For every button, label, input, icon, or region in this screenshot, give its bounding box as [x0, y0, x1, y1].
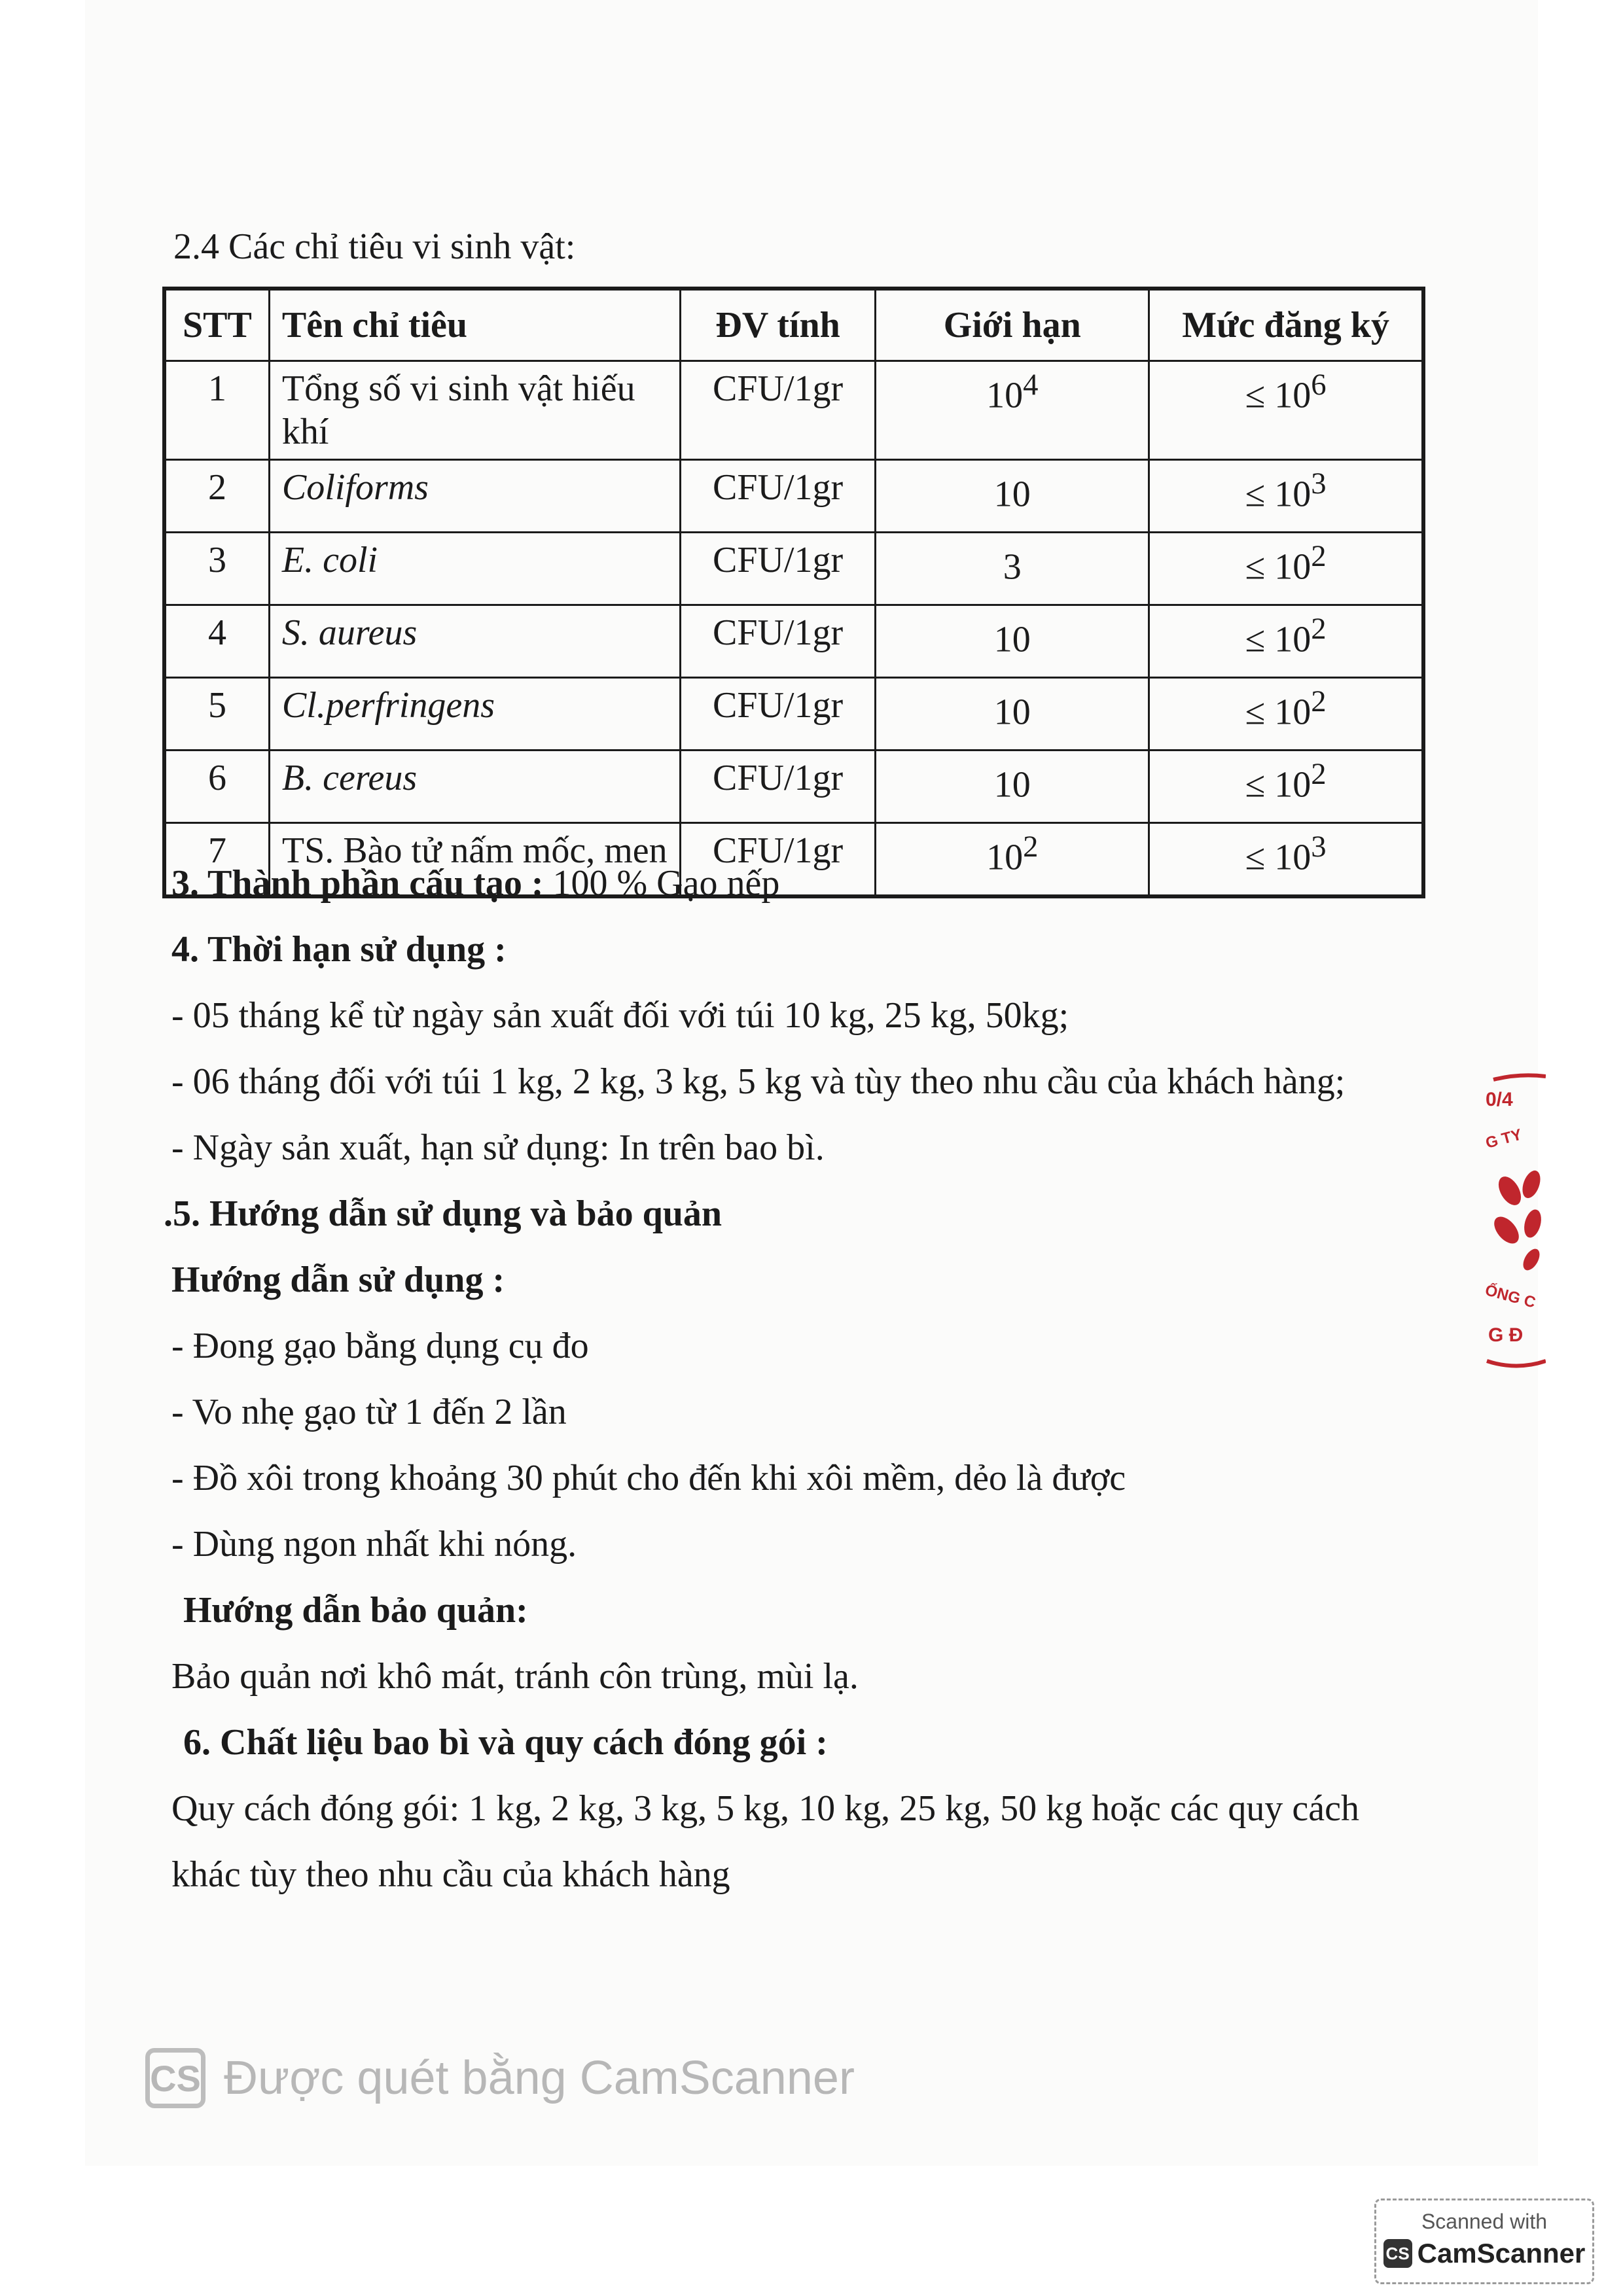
header-limit: Giới hạn	[876, 289, 1149, 361]
stamp-text: G TY	[1484, 1125, 1524, 1152]
microbiology-table	[162, 287, 1425, 898]
cell-registered: ≤ $10^2$	[1149, 678, 1423, 751]
cell-name: B. cereus	[269, 751, 680, 823]
cell-unit: CFU/1gr	[680, 751, 876, 823]
table-header-row	[164, 289, 1423, 361]
table-row	[164, 361, 1423, 460]
header-stt: STT	[164, 289, 269, 361]
camscanner-logo-icon: CS	[1383, 2239, 1412, 2268]
stamp-text: 0/4	[1486, 1089, 1513, 1110]
cell-unit: CFU/1gr	[680, 823, 876, 897]
cell-stt: 7	[164, 823, 269, 897]
cell-name: Coliforms	[269, 460, 680, 533]
watermark-text: Được quét bằng CamScanner	[224, 2052, 855, 2104]
usage-item: - Đong gạo bằng dụng cụ đo	[171, 1326, 589, 1366]
usage-title: Hướng dẫn sử dụng :	[171, 1260, 505, 1300]
cell-limit: 3	[876, 533, 1149, 605]
rice-grain-icon	[1520, 1246, 1543, 1273]
table-row	[164, 678, 1423, 751]
camscanner-watermark	[145, 2048, 855, 2108]
table-row	[164, 605, 1423, 678]
cell-unit: CFU/1gr	[680, 361, 876, 460]
storage-title: Hướng dẫn bảo quản:	[183, 1590, 528, 1631]
badge-caption: Scanned with	[1421, 2210, 1548, 2233]
packaging-line: Quy cách đóng gói: 1 kg, 2 kg, 3 kg, 5 kg, 10 kg, 25 kg, 50 kg hoặc các quy cách	[171, 1788, 1359, 1829]
composition-line	[171, 851, 1467, 917]
cell-unit: CFU/1gr	[680, 533, 876, 605]
rice-grain-icon	[1522, 1208, 1544, 1240]
rice-grain-icon	[1519, 1168, 1544, 1201]
cell-registered: ≤ $10^6$	[1149, 361, 1423, 460]
cell-stt: 3	[164, 533, 269, 605]
cell-unit: CFU/1gr	[680, 678, 876, 751]
cell-name: Cl.perfringens	[269, 678, 680, 751]
cell-registered: ≤ $10^3$	[1149, 823, 1423, 897]
usage-item: - Dùng ngon nhất khi nóng.	[171, 1524, 577, 1564]
shelf-life-item: - Ngày sản xuất, hạn sử dụng: In trên bao bì.	[171, 1127, 825, 1168]
cell-limit: 10	[876, 460, 1149, 533]
stamp-text: ỐNG C	[1483, 1281, 1538, 1312]
cell-name: TS. Bào tử nấm mốc, men	[269, 823, 680, 897]
shelf-life-item: - 06 tháng đối với túi 1 kg, 2 kg, 3 kg, 5 kg và tùy theo nhu cầu của khách hàng;	[171, 1061, 1346, 1102]
table-row	[164, 751, 1423, 823]
header-name: Tên chỉ tiêu	[269, 289, 680, 361]
badge-brand	[1376, 2238, 1592, 2269]
composition-value: 100 % Gạo nếp	[543, 863, 780, 904]
cell-limit: $10^2$	[876, 823, 1149, 897]
stamp-text: G Đ	[1488, 1324, 1524, 1346]
camscanner-logo-icon: CS	[145, 2048, 205, 2108]
cell-stt: 5	[164, 678, 269, 751]
cell-registered: ≤ $10^2$	[1149, 605, 1423, 678]
cell-registered: ≤ $10^2$	[1149, 533, 1423, 605]
section-2-4-title: 2.4 Các chỉ tiêu vi sinh vật:	[173, 226, 576, 267]
instructions-title: .5. Hướng dẫn sử dụng và bảo quản	[164, 1193, 722, 1234]
shelf-life-title: 4. Thời hạn sử dụng :	[171, 929, 507, 970]
header-registered: Mức đăng ký	[1149, 289, 1423, 361]
table-row	[164, 460, 1423, 533]
cell-registered: ≤ $10^2$	[1149, 751, 1423, 823]
cell-limit: $10^4$	[876, 361, 1149, 460]
badge-name: CamScanner	[1417, 2238, 1586, 2269]
rice-grain-icon	[1494, 1173, 1525, 1209]
composition-label: 3. Thành phần cấu tạo :	[171, 863, 544, 904]
header-unit: ĐV tính	[680, 289, 876, 361]
cell-limit: 10	[876, 751, 1149, 823]
company-stamp-fragment	[1480, 1073, 1546, 1374]
cell-limit: 10	[876, 605, 1149, 678]
cell-stt: 6	[164, 751, 269, 823]
usage-item: - Vo nhẹ gạo từ 1 đến 2 lần	[171, 1392, 567, 1432]
cell-stt: 4	[164, 605, 269, 678]
scanned-with-badge	[1374, 2199, 1594, 2284]
table-row	[164, 533, 1423, 605]
rice-grain-icon	[1489, 1212, 1524, 1248]
shelf-life-item: - 05 tháng kể từ ngày sản xuất đối với túi 10 kg, 25 kg, 50kg;	[171, 995, 1069, 1036]
cell-name: Tổng số vi sinh vật hiếu khí	[269, 361, 680, 460]
packaging-title: 6. Chất liệu bao bì và quy cách đóng gói :	[183, 1722, 828, 1763]
usage-item: - Đồ xôi trong khoảng 30 phút cho đến khi xôi mềm, dẻo là được	[171, 1458, 1126, 1498]
packaging-line: khác tùy theo nhu cầu của khách hàng	[171, 1854, 730, 1895]
cell-name: S. aureus	[269, 605, 680, 678]
cell-limit: 10	[876, 678, 1149, 751]
cell-unit: CFU/1gr	[680, 605, 876, 678]
cell-stt: 2	[164, 460, 269, 533]
body-text	[164, 851, 1467, 1908]
cell-registered: ≤ $10^3$	[1149, 460, 1423, 533]
cell-stt: 1	[164, 361, 269, 460]
storage-text: Bảo quản nơi khô mát, tránh côn trùng, mùi lạ.	[171, 1656, 859, 1697]
cell-unit: CFU/1gr	[680, 460, 876, 533]
cell-name: E. coli	[269, 533, 680, 605]
